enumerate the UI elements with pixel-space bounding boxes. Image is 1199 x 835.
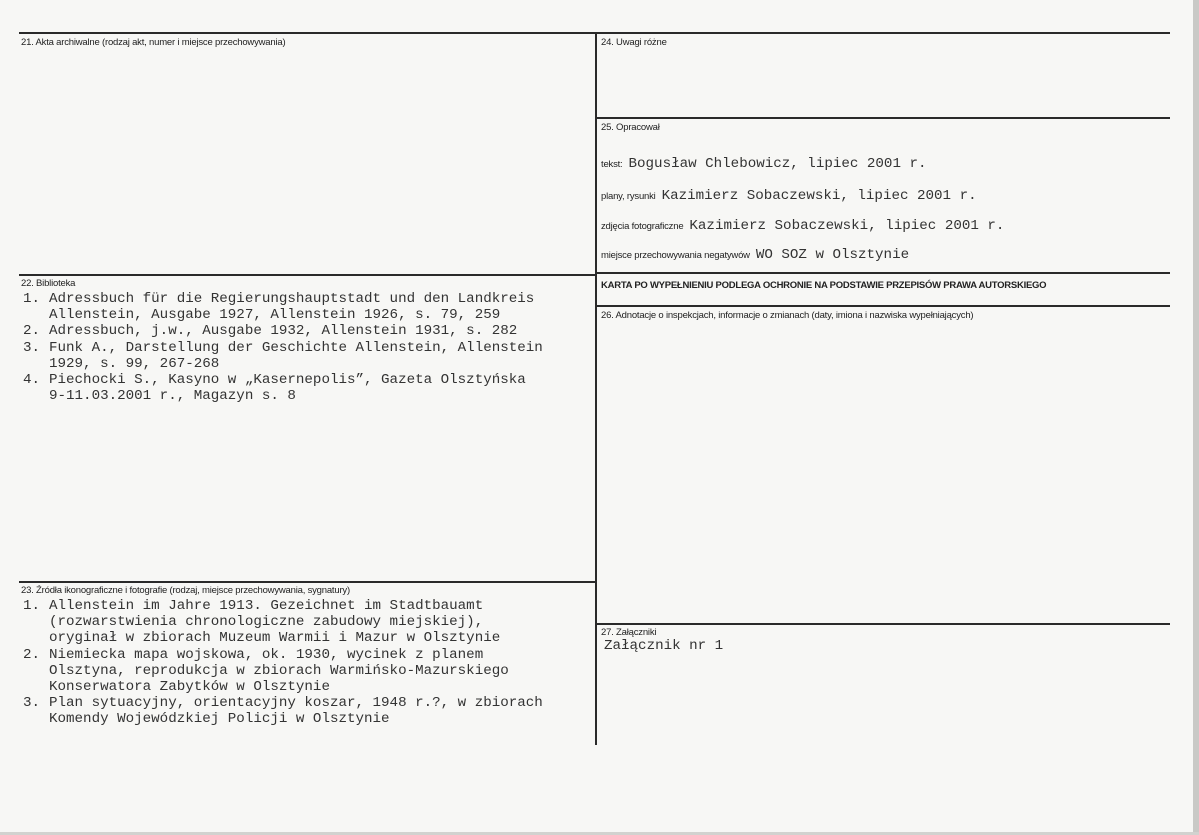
list-item xyxy=(23,291,543,323)
section-24-label: 24. Uwagi różne xyxy=(601,37,667,48)
list-item-text: Allenstein im Jahre 1913. Gezeichnet im Stadtbauamt (rozwarstwienia chronologiczne zabudowy miejskiej), oryginał w zbiorach Muzeum Warmii i Mazur w Olsztynie xyxy=(49,598,501,647)
credit-value: Kazimierz Sobaczewski, lipiec 2001 r. xyxy=(661,188,977,204)
credit-value: Kazimierz Sobaczewski, lipiec 2001 r. xyxy=(689,218,1005,234)
credit-label: tekst: xyxy=(601,159,623,170)
list-item-number: 3. xyxy=(23,695,41,712)
copyright-notice: KARTA PO WYPEŁNIENIU PODLEGA OCHRONIE NA PODSTAWIE PRZEPISÓW PRAWA AUTORSKIEGO xyxy=(601,280,1047,291)
list-item-text: Niemiecka mapa wojskowa, ok. 1930, wycinek z planem Olsztyna, reprodukcja w zbiorach Warmińsko-Mazurskiego Konserwatora Zabytków w Olsztynie xyxy=(49,646,509,696)
list-item-number: 1. xyxy=(23,291,41,307)
credit-label: zdjęcia fotograficzne xyxy=(601,221,684,232)
credit-label: plany, rysunki xyxy=(601,191,656,202)
credit-label: miejsce przechowywania negatywów xyxy=(601,250,750,261)
section-27-label: 27. Załączniki xyxy=(601,627,657,638)
credit-negatives xyxy=(601,247,909,263)
divider-22-23 xyxy=(19,581,596,583)
divider-24-25 xyxy=(596,117,1170,119)
section-23-label: 23. Źródła ikonograficzne i fotografie (rodzaj, miejsce przechowywania, sygnatury) xyxy=(21,585,350,596)
list-item-number: 3. xyxy=(23,339,41,356)
section-26-label: 26. Adnotacje o inspekcjach, informacje o zmianach (daty, imiona i nazwiska wypełniających) xyxy=(601,310,974,321)
list-item-text: Plan sytuacyjny, orientacyjny koszar, 1948 r.?, w zbiorach Komendy Wojewódzkiej Policji w Olsztynie xyxy=(49,695,543,728)
attachment-value: Załącznik nr 1 xyxy=(604,638,724,654)
list-item xyxy=(23,695,543,727)
list-item-number: 4. xyxy=(23,372,41,389)
list-item-text: Adressbuch für die Regierungshauptstadt und den Landkreis Allenstein, Ausgabe 1927, Allenstein 1926, s. 79, 259 xyxy=(49,291,535,324)
list-item xyxy=(23,323,543,339)
divider-21-22 xyxy=(19,274,596,276)
section-21-label: 21. Akta archiwalne (rodzaj akt, numer i miejsce przechowywania) xyxy=(21,37,286,48)
list-item-text: Piechocki S., Kasyno w „Kasernepolis”, Gazeta Olsztyńska 9-11.03.2001 r., Magazyn s. 8 xyxy=(49,372,526,405)
credit-value: WO SOZ w Olsztynie xyxy=(755,247,910,263)
credit-photos xyxy=(601,218,1004,234)
credit-value: Bogusław Chlebowicz, lipiec 2001 r. xyxy=(628,156,927,172)
list-item-number: 2. xyxy=(23,646,41,663)
list-item xyxy=(23,647,543,696)
list-item xyxy=(23,372,543,404)
divider-26-27 xyxy=(596,623,1170,625)
section-22-list xyxy=(23,291,543,404)
section-25-label: 25. Opracował xyxy=(601,122,660,133)
list-item-number: 2. xyxy=(23,323,41,340)
section-23-list xyxy=(23,598,543,728)
list-item xyxy=(23,340,543,372)
divider-25-26 xyxy=(596,305,1170,307)
divider-notice-top xyxy=(596,272,1170,274)
list-item-text: Funk A., Darstellung der Geschichte Allenstein, Allenstein 1929, s. 99, 267-268 xyxy=(49,339,543,372)
list-item-number: 1. xyxy=(23,598,41,614)
credit-plans xyxy=(601,188,977,204)
section-22-label: 22. Biblioteka xyxy=(21,278,76,289)
credit-text xyxy=(601,156,927,172)
list-item xyxy=(23,598,543,647)
list-item-text: Adressbuch, j.w., Ausgabe 1932, Allenstein 1931, s. 282 xyxy=(49,323,518,340)
paper-edge-right xyxy=(1193,0,1199,835)
center-divider-line xyxy=(595,32,597,745)
